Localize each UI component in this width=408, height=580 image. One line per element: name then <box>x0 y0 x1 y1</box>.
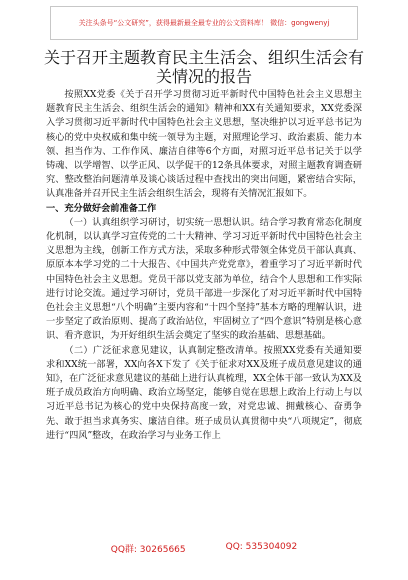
footer-qq-group: QQ群: 30265665 <box>110 545 186 555</box>
section-heading: 一、充分做好会前准备工作 <box>46 202 157 214</box>
footer-qq: QQ: 535304092 <box>225 542 298 552</box>
body-paragraph: （二）广泛征求意见建议，认真制定整改清单。按照XX党委有关通知要求和XX统一部署，XX向各X下发了《关于征求对XX及班子成员意见建议的通知》，在广泛征求意见建议的基础上进行认真梳理，XX全体干部一致认为XX及班子成员政治方向明确、政治立场坚定，能够自觉在思想上政治上行动上与以习近平总书记为核心的党中央保持高度一致，对党忠诚、拥戴核心、奋勇争先、敢于担当求真务实、廉洁自律。班子成员认真贯彻中央“八项规定”，彻底进行“四风”整改，在政治学习与业务工作上 <box>46 344 362 441</box>
banner-text: 关注头条号“公文研究”，获得最新最全最专业的公文资料库！ 微信：gongwenyj <box>50 6 358 40</box>
document-body <box>46 88 362 443</box>
header-banner <box>0 0 408 44</box>
body-paragraph: 按照XX党委《关于召开学习贯彻习近平新时代中国特色社会主义思想主题教育民主生活会、组织生活会的通知》精神和XX有关通知要求，XX党委深入学习贯彻习近平新时代中国特色社会主义思想，坚决维护以习近平总书记为核心的党中央权威和集中统一领导为主题，对照理论学习、政治素质、能力本领、担当作为、工作作风、廉洁自律等6个方面，对照习近平总书记关于以学铸魂、以学增智、以学正风、以学促干的12条具体要求，对照主题教育调查研究、整改整治问题清单及谈心谈话过程中查找出的突出问题，紧密结合实际，认真准备并召开民主生活会组织生活会，现将有关情况汇报如下。 <box>46 89 362 200</box>
document-title: 关于召开主题教育民主生活会、组织生活会有关情况的报告 <box>43 48 364 86</box>
footer-contact <box>0 542 408 558</box>
body-paragraph: （一）认真组织学习研讨，切实统一思想认识。结合学习教育常态化制度化机制，以认真学习宣传党的二十大精神、学习习近平新时代中国特色社会主义思想为主线，创新工作方式方法，采取多种形式带领全体党员干部认真真、原原本本学习党的二十大报告、《中国共产党党章》，着重学习了习近平新时代中国特色社会主义思想。党员干部以党支部为单位，结合个人思想和工作实际进行讨论交流。通过学习研讨，党员干部进一步深化了对习近平新时代中国特色社会主义思想“八个明确”主要内容和“十四个坚持”基本方略的理解认识，进一步坚定了政治原则、提高了政治站位，牢固树立了“四个意识”特别是核心意识、看齐意识，为开好组织生活会奠定了坚实的政治基础、思想基础。 <box>46 216 362 342</box>
